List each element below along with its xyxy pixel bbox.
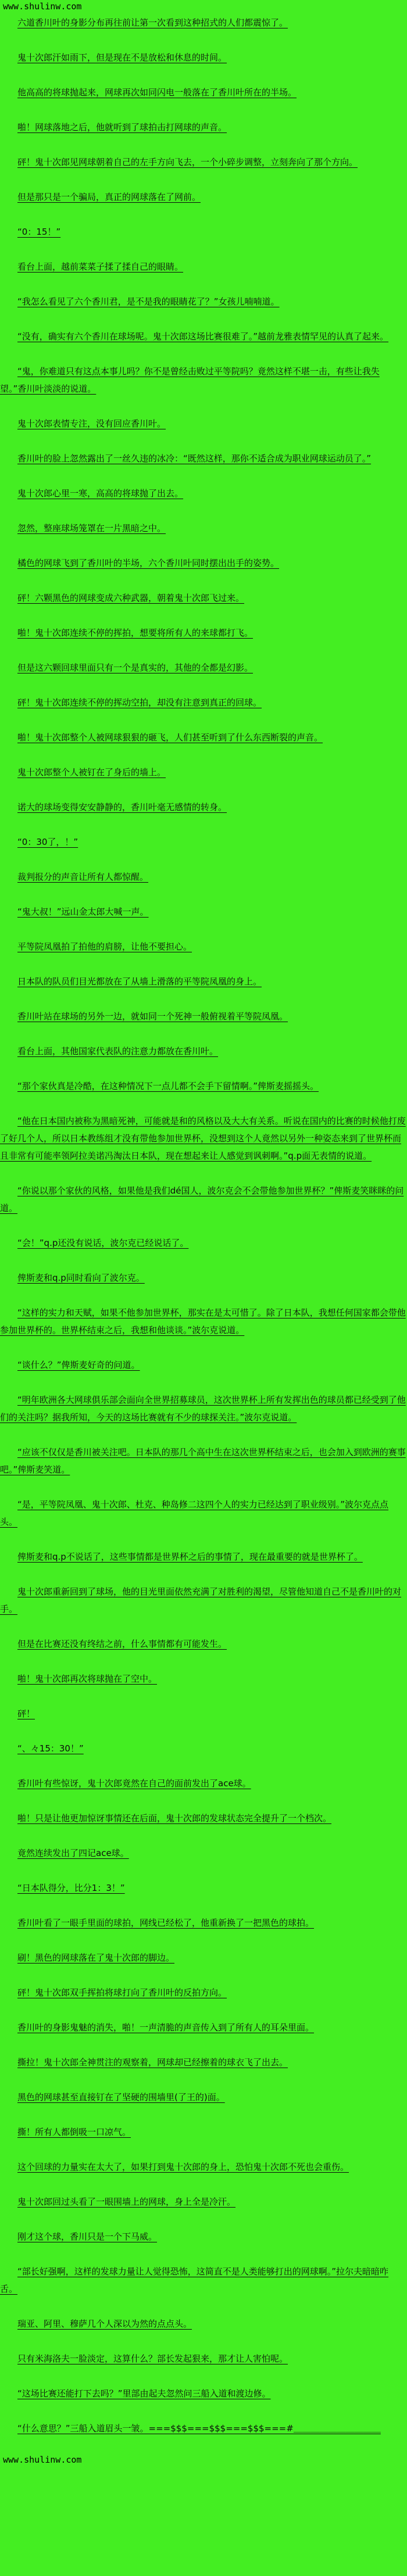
novel-paragraph: 平等院凤凰拍了拍他的肩膀，让他不要担心。	[17, 941, 192, 952]
novel-paragraph: 日本队的队员们目光都放在了从墙上滑落的平等院凤凰的身上。	[17, 976, 262, 987]
novel-paragraph: 鬼十次郎重新回到了球场，他的目光里面依然充满了对胜利的渴望，尽管他知道自己不是香川叶的对手。	[0, 1586, 402, 1614]
novel-paragraph: 砰！鬼十次郎双手挥拍将球打向了香川叶的反拍方向。	[17, 1987, 227, 1998]
novel-paragraph: 香川叶看了一眼手里面的球拍，网线已经松了，他重新换了一把黑色的球拍。	[17, 1918, 315, 1928]
novel-paragraph: 撕！所有人都倒吸一口凉气。	[17, 2127, 131, 2137]
novel-paragraph: 香川叶的脸上忽然露出了一丝久违的冰冷：“既然这样，那你不适合成为职业网球运动员了。”	[17, 453, 372, 464]
novel-paragraph: 香川叶站在球场的另外一边，就如同一个死神一般俯视着平等院凤凰。	[17, 1011, 288, 1022]
novel-content	[0, 14, 406, 2437]
novel-paragraph: “我怎么看见了六个香川君，是不是我的眼睛花了？”女孩儿喃喃道。	[17, 296, 280, 307]
novel-paragraph: 鬼十次郎心里一寒，高高的将球抛了出去。	[17, 488, 184, 499]
novel-paragraph: “那个家伙真是冷酷，在这种情况下一点儿都不会手下留情啊。”俾斯麦摇摇头。	[17, 1081, 319, 1091]
site-watermark-bottom: www.shulinw.com	[3, 2455, 82, 2465]
novel-paragraph: 刷！黑色的网球落在了鬼十次郎的脚边。	[17, 1952, 175, 1963]
novel-paragraph: 撕拉！鬼十次郎全神贯注的观察着，网球却已经擦着的球衣飞了出去。	[17, 2057, 288, 2068]
novel-paragraph: “鬼，你难道只有这点本事儿吗？你不是曾经击败过平等院吗？竟然这样不堪一击，有些让我失望。”香川叶淡淡的说道。	[0, 366, 380, 394]
novel-paragraph: “应该不仅仅是香川被关注吧。日本队的那几个高中生在这次世界杯结束之后，也会加入到欧洲的赛事吧。”俾斯麦笑道。	[0, 1447, 406, 1475]
novel-paragraph: 砰！鬼十次郎见网球朝着自己的左手方向飞去，一个小碎步调整，立刻奔向了那个方向。	[17, 157, 358, 167]
novel-paragraph: 啪！鬼十次郎整个人被网球狠狠的砸飞，人们甚至听到了什么东西断裂的声音。	[17, 732, 323, 743]
novel-paragraph: 啪！鬼十次郎连续不停的挥拍，想要将所有人的来球都打飞。	[17, 628, 254, 638]
novel-paragraph: 俾斯麦和q.p同时看向了波尔克。	[17, 1273, 145, 1283]
novel-paragraph: 砰！六颗黑色的网球变成六种武器，朝着鬼十次郎飞过来。	[17, 593, 245, 603]
novel-paragraph: “他在日本国内被称为黑暗死神，可能就是和的风格以及大大有关系。听说在国内的比赛的时候他打废了好几个人，所以日本教练组才没有带他参加世界杯，没想到这个人竟然以另外一种姿态来到了世界杯而且非常有可能率领阿拉美诺冯淘汰日本队，现在想起来让人感觉到讽刺啊。”q.p面无表情的说道。	[0, 1116, 406, 1161]
novel-paragraph: 橘色的网球飞到了香川叶的半场，六个香川叶同时摆出出手的姿势。	[17, 558, 280, 568]
novel-paragraph: 他高高的将球抛起来，网球再次如同闪电一般落在了香川叶所在的半场。	[17, 87, 297, 98]
novel-paragraph: 刚才这个球，香川只是一个下马威。	[17, 2231, 158, 2242]
novel-paragraph: 这个回球的力量实在太大了，如果打到鬼十次郎的身上，恐怕鬼十次郎不死也会重伤。	[17, 2162, 349, 2172]
novel-paragraph: 啪！网球落地之后，他就听到了球拍击打网球的声音。	[17, 122, 227, 132]
novel-paragraph: “鬼大叔！”远山金太郎大喊一声。	[17, 907, 149, 917]
novel-paragraph: “明年欧洲各大网球俱乐部会面向全世界招募球员，这次世界杯上所有发挥出色的球员都已经受到了他们的关注吗？据我所知，今天的这场比赛就有不少的球探关注。”波尔克说道。	[0, 1395, 406, 1423]
novel-paragraph: 啪！鬼十次郎再次将球抛在了空中。	[17, 1674, 158, 1684]
novel-paragraph: “这样的实力和天赋，如果不他参加世界杯，那实在是太可惜了。除了日本队，我想任何国家都会带他参加世界杯的。世界杯结束之后，我想和他谈谈。”波尔克说道。	[0, 1307, 406, 1335]
novel-paragraph: 砰！鬼十次郎连续不停的挥动空拍，却没有注意到真正的回球。	[17, 697, 262, 708]
novel-paragraph: “什么意思？”三船入道眉头一皱。===$$$===$$$===$$$===#＿＿＿＿＿＿＿＿＿＿	[17, 2423, 381, 2434]
novel-paragraph: 但是那只是一个骗局，真正的网球落在了网前。	[17, 192, 201, 202]
novel-paragraph: 啪！只是让他更加惊讶事情还在后面，鬼十次郎的发球状态完全提升了一个档次。	[17, 1813, 332, 1823]
novel-paragraph: 看台上面，越前菜菜子揉了揉自己的眼睛。	[17, 261, 184, 272]
novel-paragraph: “你说以那个家伙的风格，如果他是我们dé国人，波尔克会不会带他参加世界杯？”俾斯麦笑眯眯的问道。	[0, 1185, 404, 1213]
novel-paragraph: 六道香川叶的身影分布再往前让第一次看到这种招式的人们都震惊了。	[17, 17, 288, 28]
novel-paragraph: “这场比赛还能打下去吗？”里部由起夫忽然问三船入道和渡边修。	[17, 2388, 271, 2399]
novel-paragraph: 竟然连续发出了四记ace球。	[17, 1848, 129, 1858]
novel-paragraph: 砰！	[17, 1708, 35, 1719]
novel-paragraph: “部长好强啊，这样的发球力量让人觉得恐怖，这简直不是人类能够打出的网球啊。”拉尔夫暗暗咋舌。	[0, 2266, 389, 2294]
novel-paragraph: “会！”q.p还没有说话，波尔克已经说话了。	[17, 1238, 189, 1248]
novel-paragraph: “、々15：30！”	[17, 1743, 84, 1754]
novel-paragraph: 黑色的网球甚至直接钉在了坚硬的围墙里(了王的)面。	[17, 2092, 225, 2102]
novel-paragraph: “0：15！”	[17, 227, 61, 237]
novel-paragraph: “日本队得分，比分1：3！”	[17, 1883, 125, 1893]
novel-paragraph: 忽然，整座球场笼罩在一片黑暗之中。	[17, 523, 166, 533]
novel-paragraph: 俾斯麦和q.p不说话了，这些事情都是世界杯之后的事情了，现在最重要的就是世界杯了。	[17, 1552, 363, 1562]
novel-paragraph: 香川叶有些惊讶，鬼十次郎竟然在自己的面前发出了ace球。	[17, 1778, 251, 1789]
novel-paragraph: 香川叶的身影鬼魅的消失，啪！一声清脆的声音传入到了所有人的耳朵里面。	[17, 2022, 315, 2033]
novel-paragraph: 但是这六颗回球里面只有一个是真实的，其他的全都是幻影。	[17, 662, 254, 673]
novel-paragraph: 但是在比赛还没有终结之前，什么事情都有可能发生。	[17, 1639, 227, 1649]
novel-paragraph: 看台上面，其他国家代表队的注意力都放在香川叶。	[17, 1046, 219, 1056]
novel-paragraph: 诺大的球场变得安安静静的，香川叶毫无感情的转身。	[17, 802, 227, 812]
site-watermark-top: www.shulinw.com	[3, 1, 82, 12]
novel-paragraph: “谈什么？”俾斯麦好奇的问道。	[17, 1360, 140, 1370]
novel-paragraph: 鬼十次郎表情专注，没有回应香川叶。	[17, 418, 166, 429]
novel-paragraph: 裁判报分的声音让所有人都惊醒。	[17, 872, 149, 882]
novel-paragraph: “没有，确实有六个香川在球场呢。鬼十次郎这场比赛很难了。”越前龙雅表情罕见的认真了起来。	[17, 331, 389, 342]
novel-paragraph: 鬼十次郎汗如雨下，但是现在不是放松和休息的时间。	[17, 52, 227, 63]
novel-paragraph: 鬼十次郎回过头看了一眼围墙上的网球，身上全是冷汗。	[17, 2197, 236, 2207]
novel-paragraph: 瑞亚、阿里、穆萨几个人深以为然的点点头。	[17, 2319, 192, 2329]
novel-paragraph: “0：30了，！”	[17, 837, 78, 847]
novel-paragraph: 只有米海洛夫一脸淡定，这算什么？部长发起狠来，那才让人害怕呢。	[17, 2353, 288, 2364]
novel-paragraph: 鬼十次郎整个人被钉在了身后的墙上。	[17, 767, 166, 778]
novel-paragraph: “是，平等院凤凰、鬼十次郎、杜克、种岛修二这四个人的实力已经达到了职业级别。”波尔克点点头。	[0, 1499, 389, 1527]
